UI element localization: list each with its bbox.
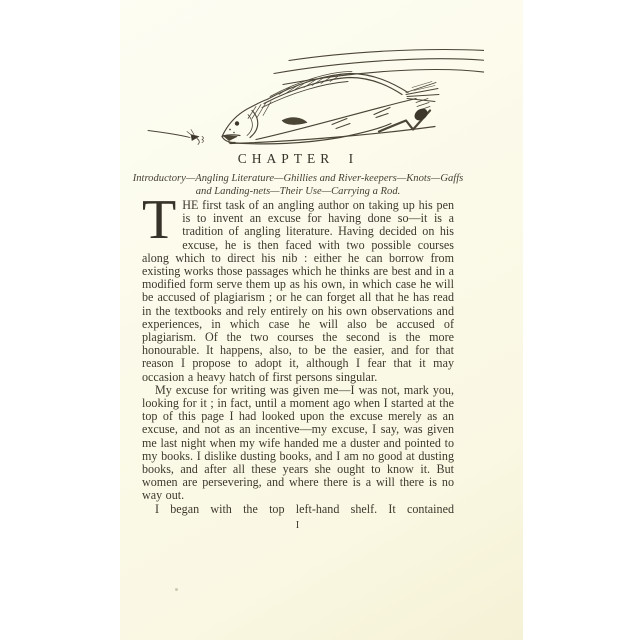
book-page (120, 0, 523, 640)
page-number: I (295, 520, 301, 531)
paper-speck (175, 588, 178, 591)
epigraph-line-1: Introductory—Angling Literature—Ghillies and River-keepers—Knots—Gaffs (132, 173, 464, 184)
head-hatching (248, 102, 271, 119)
paragraph-excuse: My excuse for writing was given me—I was not, mark you, looking for it ; in fact, until a moment ago when I started at the top of this page I had looked upon the excuse merely as an excuse, and not as an incentive—my excuse, I say, was given me last night when my wife handed me a duster and pointed to my books. I dislike dusting books, and I am no good at dusting books, and after all these years she ought to know it. But women are persevering, and where there is a will there is no way out. (142, 382, 454, 503)
tail-fin (406, 82, 439, 111)
chapter-epigraph (132, 172, 464, 198)
trout-chasing-fly-icon (144, 44, 484, 150)
chapter-heading: CHAPTER I (237, 151, 359, 166)
speed-lines (274, 50, 484, 85)
fish-sketch (222, 72, 439, 144)
fish-eye (235, 121, 239, 125)
paragraph-shelf: I began with the top left-hand shelf. It contained (155, 501, 454, 516)
fishing-fly (148, 130, 204, 145)
epigraph-line-2: and Landing-nets—Their Use—Carrying a Rod. (195, 186, 401, 197)
chapter-illustration (144, 44, 484, 150)
drop-cap: T (142, 189, 177, 251)
pectoral-fin (282, 118, 307, 125)
opening-paragraph-text: HE first task of an angling author on taking up his pen is to invent an excuse for having done so—it is a tradition of angling literature. Having decided on his excuse, he is then faced with two possible courses along which to direct his nib : either he can borrow from existing works those passages which he thinks are best and in a modified form serve them up as his own, in which case he will be accused of plagiarism ; or he can forget all that he has read in the textbooks and rely entirely on his own observations and experiences, in which case he will also be accused of plagiarism. Of the two courses the second is the more honourable. It happens, also, to be the easier, and for that reason I propose to adopt it, although I fear that it may occasion a heavy hatch of first persons singular. (142, 198, 454, 384)
